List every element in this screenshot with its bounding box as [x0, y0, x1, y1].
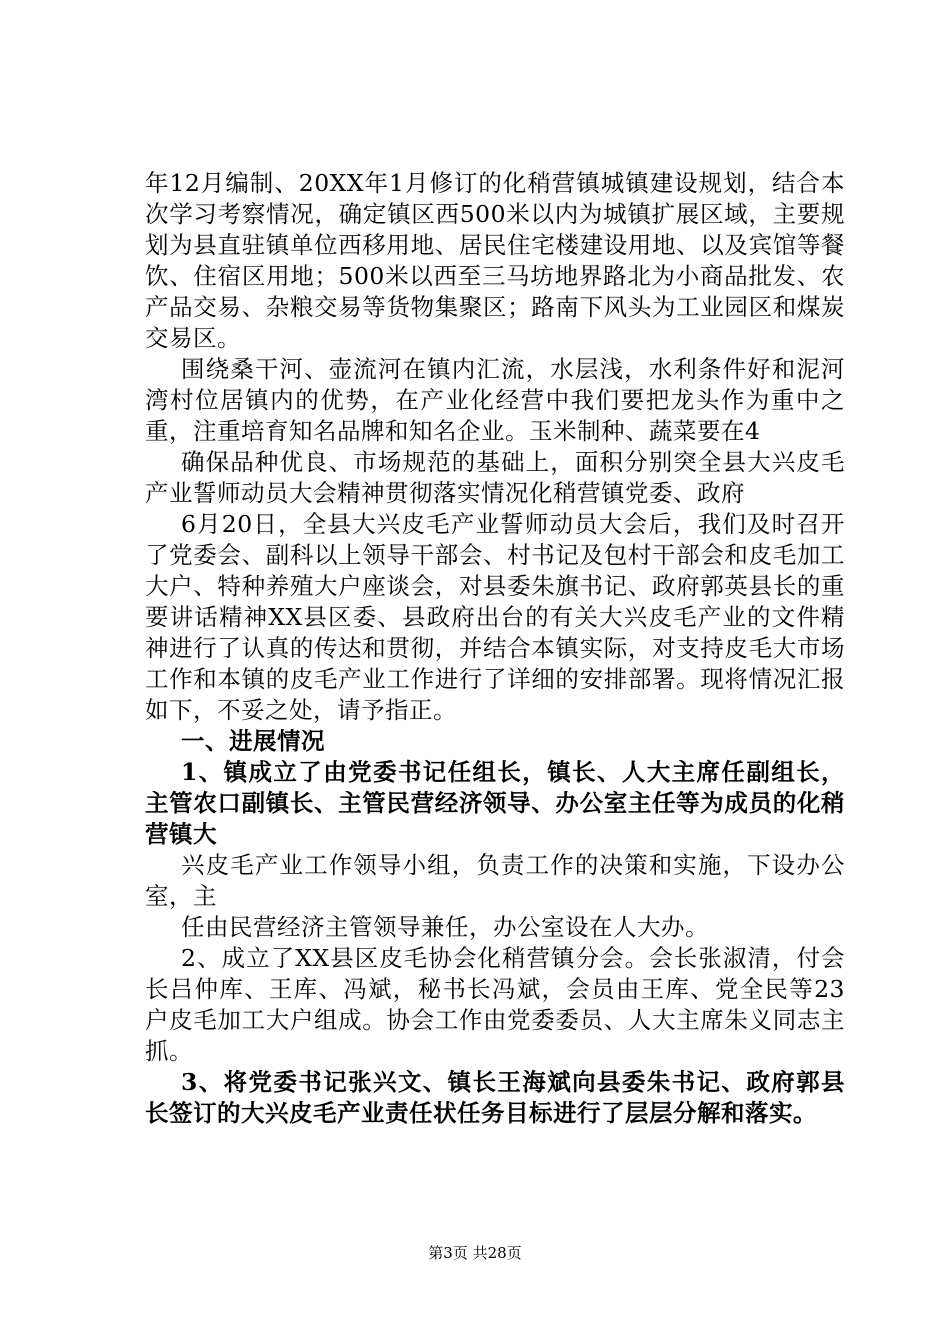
page-number-footer: 第3页 共28页 [428, 1244, 522, 1262]
paragraph-item-1-cont: 兴皮毛产业工作领导小组，负责工作的决策和实施，下设办公室，主 [145, 851, 845, 910]
paragraph-planning: 年12月编制、20XX年1月修订的化稍营镇城镇建设规划，结合本次学习考察情况，确定镇区西500米以内为城镇扩展区域，主要规划为县直驻镇单位西移用地、居民住宅楼建设用地、以及宾馆等餐饮、住宿区用地；500米以西至三马坊地界路北为小商品批发、农产品交易、杂粮交易等货物集聚区；路南下风头为工业园区和煤炭交易区。 [145, 169, 845, 352]
paragraph-item-1-office: 任由民营经济主管领导兼任，办公室设在人大办。 [181, 913, 709, 941]
section-heading-progress: 一、进展情况 [181, 727, 325, 755]
paragraph-meeting: 6月20日，全县大兴皮毛产业誓师动员大会后，我们及时召开了党委会、副科以上领导干部会、村书记及包村干部会和皮毛加工大户、特种养殖大户座谈会，对县委朱旗书记、政府郭英县长的重要讲话精神XX县区委、县政府出台的有关大兴皮毛产业的文件精神进行了认真的传达和贯彻，并结合本镇实际，对支持皮毛大市场工作和本镇的皮毛产业工作进行了详细的安排部署。现将情况汇报如下，不妥之处，请予指正。 [145, 510, 845, 724]
paragraph-item-3: 3、将党委书记张兴文、镇长王海斌向县委朱书记、政府郭县长签订的大兴皮毛产业责任状任务目标进行了层层分解和落实。 [145, 1068, 845, 1127]
paragraph-rivers: 围绕桑干河、壶流河在镇内汇流，水层浅，水利条件好和泥河湾村位居镇内的优势，在产业化经营中我们要把龙头作为重中之重，注重培育知名品牌和知名企业。玉米制种、蔬菜要在4 [145, 355, 845, 445]
paragraph-item-1: 1、镇成立了由党委书记任组长，镇长、人大主席任副组长，主管农口副镇长、主管民营经济领导、办公室主任等为成员的化稍营镇大 [145, 758, 845, 848]
paragraph-item-2: 2、成立了XX县区皮毛协会化稍营镇分会。会长张淑清，付会长吕仲库、王库、冯斌，秘书长冯斌，会员由王库、党全民等23户皮毛加工大户组成。协会工作由党委委员、人大主席朱义同志主抓。 [145, 944, 845, 1065]
document-body [145, 168, 845, 1129]
paragraph-varieties: 确保品种优良、市场规范的基础上，面积分别突全县大兴皮毛产业誓师动员大会精神贯彻落实情况化稍营镇党委、政府 [145, 448, 845, 507]
